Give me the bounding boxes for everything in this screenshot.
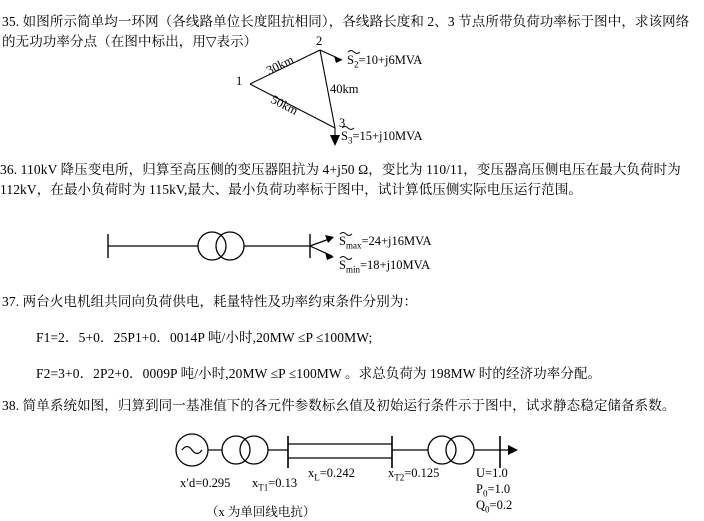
node-3-label: 3 xyxy=(339,116,346,130)
load-2-value: =10+j6MVA xyxy=(358,53,423,67)
smax-subscript: max xyxy=(345,240,362,251)
question-37 xyxy=(2,292,692,384)
smin-value: =18+j10MVA xyxy=(359,258,431,272)
length-1-2-label: 30km xyxy=(264,52,296,78)
xl-value: =0.242 xyxy=(319,466,355,480)
figure-power-system xyxy=(160,428,640,518)
smax-symbol: S xyxy=(339,234,346,248)
xt2-value: =0.125 xyxy=(404,466,440,480)
q0-symbol: Q xyxy=(476,498,486,512)
xd-label: x′d=0.295 xyxy=(180,476,231,490)
question-38-number: 38. xyxy=(2,398,20,413)
question-38 xyxy=(2,396,696,416)
load-3-subscript: 3 xyxy=(347,135,353,146)
length-2-3-label: 40km xyxy=(330,82,359,96)
node-1-label: 1 xyxy=(236,74,243,88)
question-35-number: 35. xyxy=(2,14,20,29)
question-37-text: 两台火电机组共同向负荷供电，耗量特性及功率约束条件分别为： xyxy=(22,294,418,309)
question-36-number: 36. xyxy=(0,162,18,177)
smax-value: =24+j16MVA xyxy=(361,234,432,248)
xt2-subscript: T2 xyxy=(394,472,405,483)
formula-2-text: F2=3+0．2P2+0．0009P 吨/小时,20MW ≤P ≤100MW 。求总负荷为 198MW 时的经济功率分配。 xyxy=(36,366,602,381)
figure-substation xyxy=(100,222,480,282)
smin-subscript: min xyxy=(345,264,360,275)
question-35-text: 如图所示简单均一环网（各线路单位长度阻抗相同），各线路长度和 2、3 节点所带负荷功率标于图中，求该网络的无功功率分点（在图中标出，用▽表示） xyxy=(2,14,690,49)
line-note-text: （x 为单回线电抗） xyxy=(206,505,316,519)
p0-symbol: P xyxy=(476,482,483,496)
length-1-3-label: 50km xyxy=(268,92,301,118)
load-2-subscript: 2 xyxy=(353,59,359,70)
question-37-number: 37. xyxy=(2,294,20,309)
question-37-formula-2 xyxy=(36,364,692,384)
formula-1-text: F1=2．5+0．25P1+0．0014P 吨/小时,20MW ≤P ≤100MW; xyxy=(36,330,373,345)
question-38-text: 简单系统如图，归算到同一基准值下的各元件参数标幺值及初始运行条件示于图中，试求静态稳定储备系数。 xyxy=(22,398,676,413)
figure-ring-network xyxy=(230,36,460,146)
p0-value: =1.0 xyxy=(487,482,511,496)
question-36-text: 110kV 降压变电所，归算至高压侧的变压器阻抗为 4+j50 Ω，变比为 110/11，变压器高压侧电压在最大负荷时为 112kV，在最小负荷时为 115kV,最大、最小负荷功率标于图中，试计算低压侧实际电压运行范围。 xyxy=(0,162,681,197)
u-label: U=1.0 xyxy=(476,466,508,480)
question-37-formula-1 xyxy=(36,328,692,348)
xt1-value: =0.13 xyxy=(268,476,298,490)
q0-value: =0.2 xyxy=(489,498,513,512)
xt1-symbol: x xyxy=(252,476,259,490)
xl-subscript: L xyxy=(314,472,320,483)
load-3-value: =15+j10MVA xyxy=(352,129,423,143)
line-note-label xyxy=(206,502,315,520)
xt1-subscript: T1 xyxy=(258,482,269,493)
node-2-label: 2 xyxy=(316,34,323,48)
smin-symbol: S xyxy=(339,258,346,272)
xl-symbol: x xyxy=(308,466,315,480)
question-36 xyxy=(0,160,700,200)
load-2-symbol: S xyxy=(347,53,354,67)
load-3-symbol: S xyxy=(341,129,348,143)
p0-subscript: 0 xyxy=(482,488,488,499)
xt2-symbol: x xyxy=(388,466,395,480)
q0-subscript: 0 xyxy=(485,504,490,515)
